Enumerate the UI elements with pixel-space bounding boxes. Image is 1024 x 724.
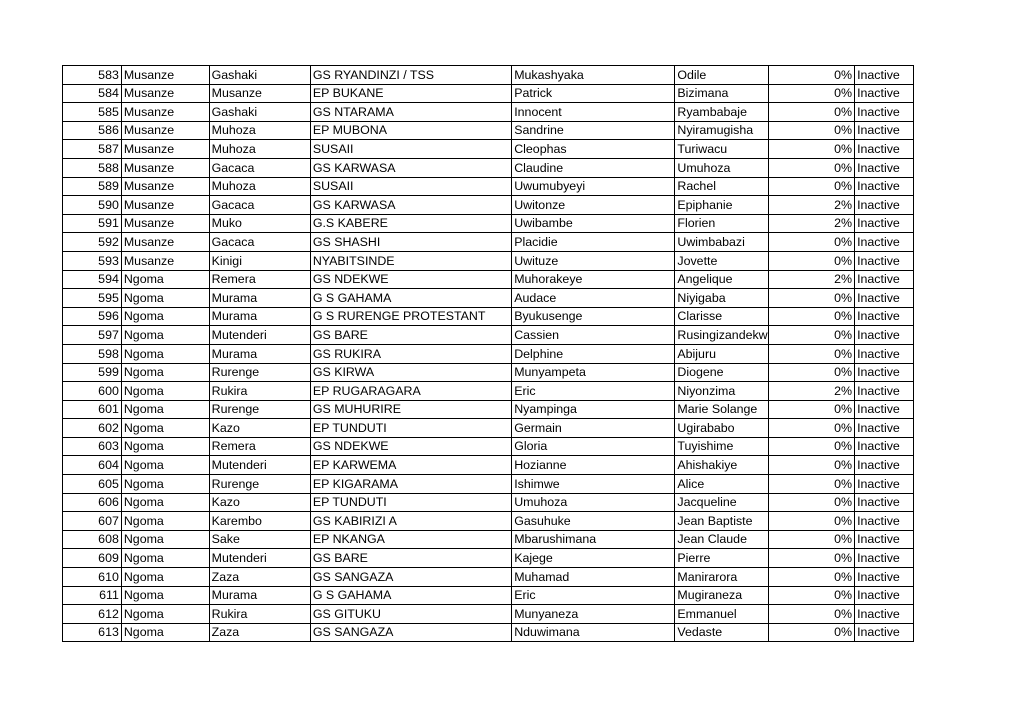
first-name-cell: Gloria: [512, 437, 675, 456]
last-name-cell: Abijuru: [675, 344, 769, 363]
percent-cell: 2%: [769, 382, 855, 401]
sector-cell: Murama: [209, 289, 310, 308]
school-cell: GS NTARAMA: [310, 103, 511, 122]
first-name-cell: Gasuhuke: [512, 512, 675, 531]
status-cell: Inactive: [855, 400, 914, 419]
first-name-cell: Uwumubyeyi: [512, 177, 675, 196]
status-cell: Inactive: [855, 493, 914, 512]
sector-cell: Mutenderi: [209, 326, 310, 345]
table-row: [63, 289, 914, 308]
percent-cell: 0%: [769, 84, 855, 103]
district-cell: Ngoma: [121, 623, 209, 642]
sector-cell: Murama: [209, 586, 310, 605]
status-cell: Inactive: [855, 382, 914, 401]
row-number-cell: 590: [63, 196, 122, 215]
row-number-cell: 593: [63, 251, 122, 270]
school-cell: EP KIGARAMA: [310, 475, 511, 494]
school-cell: SUSAII: [310, 140, 511, 159]
table-row: [63, 623, 914, 642]
district-cell: Ngoma: [121, 382, 209, 401]
last-name-cell: Jacqueline: [675, 493, 769, 512]
row-number-cell: 587: [63, 140, 122, 159]
row-number-cell: 608: [63, 530, 122, 549]
district-cell: Ngoma: [121, 475, 209, 494]
school-cell: EP TUNDUTI: [310, 493, 511, 512]
status-cell: Inactive: [855, 530, 914, 549]
first-name-cell: Muhorakeye: [512, 270, 675, 289]
first-name-cell: Sandrine: [512, 121, 675, 140]
first-name-cell: Eric: [512, 382, 675, 401]
row-number-cell: 592: [63, 233, 122, 252]
sector-cell: Murama: [209, 307, 310, 326]
status-cell: Inactive: [855, 251, 914, 270]
status-cell: Inactive: [855, 605, 914, 624]
row-number-cell: 610: [63, 568, 122, 587]
first-name-cell: Placidie: [512, 233, 675, 252]
table-row: [63, 530, 914, 549]
sector-cell: Murama: [209, 344, 310, 363]
sector-cell: Mutenderi: [209, 456, 310, 475]
table-row: [63, 270, 914, 289]
last-name-cell: Manirarora: [675, 568, 769, 587]
district-cell: Ngoma: [121, 307, 209, 326]
row-number-cell: 585: [63, 103, 122, 122]
last-name-cell: Niyigaba: [675, 289, 769, 308]
table-row: [63, 568, 914, 587]
table-row: [63, 512, 914, 531]
district-cell: Musanze: [121, 177, 209, 196]
table-row: [63, 66, 914, 85]
percent-cell: 0%: [769, 307, 855, 326]
school-cell: GS NDEKWE: [310, 437, 511, 456]
row-number-cell: 591: [63, 214, 122, 233]
first-name-cell: Uwituze: [512, 251, 675, 270]
sector-cell: Rurenge: [209, 475, 310, 494]
last-name-cell: Epiphanie: [675, 196, 769, 215]
sector-cell: Muhoza: [209, 121, 310, 140]
first-name-cell: Mbarushimana: [512, 530, 675, 549]
sector-cell: Gacaca: [209, 233, 310, 252]
percent-cell: 0%: [769, 121, 855, 140]
sector-cell: Gacaca: [209, 158, 310, 177]
sector-cell: Muhoza: [209, 140, 310, 159]
district-cell: Musanze: [121, 251, 209, 270]
row-number-cell: 606: [63, 493, 122, 512]
district-cell: Musanze: [121, 214, 209, 233]
sector-cell: Rurenge: [209, 400, 310, 419]
first-name-cell: Mukashyaka: [512, 66, 675, 85]
status-cell: Inactive: [855, 214, 914, 233]
table-row: [63, 140, 914, 159]
first-name-cell: Hozianne: [512, 456, 675, 475]
table-row: [63, 419, 914, 438]
last-name-cell: Turiwacu: [675, 140, 769, 159]
row-number-cell: 588: [63, 158, 122, 177]
district-cell: Ngoma: [121, 512, 209, 531]
percent-cell: 0%: [769, 140, 855, 159]
first-name-cell: Byukusenge: [512, 307, 675, 326]
percent-cell: 2%: [769, 196, 855, 215]
last-name-cell: Diogene: [675, 363, 769, 382]
table-row: [63, 121, 914, 140]
row-number-cell: 604: [63, 456, 122, 475]
status-cell: Inactive: [855, 623, 914, 642]
status-cell: Inactive: [855, 437, 914, 456]
status-cell: Inactive: [855, 419, 914, 438]
percent-cell: 0%: [769, 586, 855, 605]
percent-cell: 0%: [769, 419, 855, 438]
last-name-cell: Mugiraneza: [675, 586, 769, 605]
last-name-cell: Jean Claude: [675, 530, 769, 549]
row-number-cell: 603: [63, 437, 122, 456]
first-name-cell: Kajege: [512, 549, 675, 568]
last-name-cell: Rachel: [675, 177, 769, 196]
percent-cell: 0%: [769, 233, 855, 252]
sector-cell: Kazo: [209, 493, 310, 512]
first-name-cell: Ishimwe: [512, 475, 675, 494]
sector-cell: Musanze: [209, 84, 310, 103]
row-number-cell: 613: [63, 623, 122, 642]
district-cell: Ngoma: [121, 456, 209, 475]
first-name-cell: Claudine: [512, 158, 675, 177]
school-cell: GS RUKIRA: [310, 344, 511, 363]
sector-cell: Zaza: [209, 623, 310, 642]
first-name-cell: Munyampeta: [512, 363, 675, 382]
percent-cell: 0%: [769, 512, 855, 531]
last-name-cell: Ryambabaje: [675, 103, 769, 122]
last-name-cell: Florien: [675, 214, 769, 233]
table-row: [63, 307, 914, 326]
school-cell: GS KARWASA: [310, 158, 511, 177]
school-cell: GS KARWASA: [310, 196, 511, 215]
sector-cell: Remera: [209, 270, 310, 289]
last-name-cell: Ahishakiye: [675, 456, 769, 475]
sector-cell: Kinigi: [209, 251, 310, 270]
first-name-cell: Munyaneza: [512, 605, 675, 624]
status-cell: Inactive: [855, 121, 914, 140]
last-name-cell: Vedaste: [675, 623, 769, 642]
sector-cell: Kazo: [209, 419, 310, 438]
sector-cell: Gacaca: [209, 196, 310, 215]
status-cell: Inactive: [855, 140, 914, 159]
table-row: [63, 586, 914, 605]
sector-cell: Muko: [209, 214, 310, 233]
first-name-cell: Nduwimana: [512, 623, 675, 642]
school-cell: G S RURENGE PROTESTANT: [310, 307, 511, 326]
row-number-cell: 583: [63, 66, 122, 85]
percent-cell: 0%: [769, 475, 855, 494]
last-name-cell: Marie Solange: [675, 400, 769, 419]
row-number-cell: 584: [63, 84, 122, 103]
data-table: [62, 65, 914, 642]
last-name-cell: Ugirababo: [675, 419, 769, 438]
last-name-cell: Niyonzima: [675, 382, 769, 401]
last-name-cell: Rusingizandekw: [675, 326, 769, 345]
status-cell: Inactive: [855, 512, 914, 531]
table-row: [63, 233, 914, 252]
table-row: [63, 475, 914, 494]
district-cell: Ngoma: [121, 326, 209, 345]
sector-cell: Rukira: [209, 382, 310, 401]
percent-cell: 0%: [769, 344, 855, 363]
percent-cell: 0%: [769, 493, 855, 512]
status-cell: Inactive: [855, 270, 914, 289]
row-number-cell: 611: [63, 586, 122, 605]
table-row: [63, 382, 914, 401]
sector-cell: Remera: [209, 437, 310, 456]
percent-cell: 0%: [769, 103, 855, 122]
first-name-cell: Uwibambe: [512, 214, 675, 233]
percent-cell: 0%: [769, 530, 855, 549]
percent-cell: 0%: [769, 437, 855, 456]
last-name-cell: Bizimana: [675, 84, 769, 103]
school-cell: GS NDEKWE: [310, 270, 511, 289]
last-name-cell: Pierre: [675, 549, 769, 568]
percent-cell: 0%: [769, 400, 855, 419]
percent-cell: 0%: [769, 158, 855, 177]
district-cell: Musanze: [121, 196, 209, 215]
row-number-cell: 596: [63, 307, 122, 326]
first-name-cell: Cassien: [512, 326, 675, 345]
district-cell: Ngoma: [121, 605, 209, 624]
sector-cell: Rukira: [209, 605, 310, 624]
first-name-cell: Uwitonze: [512, 196, 675, 215]
school-cell: GS RYANDINZI / TSS: [310, 66, 511, 85]
last-name-cell: Emmanuel: [675, 605, 769, 624]
district-cell: Musanze: [121, 103, 209, 122]
school-cell: GS SANGAZA: [310, 568, 511, 587]
sector-cell: Rurenge: [209, 363, 310, 382]
percent-cell: 2%: [769, 270, 855, 289]
status-cell: Inactive: [855, 196, 914, 215]
district-cell: Ngoma: [121, 437, 209, 456]
row-number-cell: 586: [63, 121, 122, 140]
table-row: [63, 456, 914, 475]
school-cell: EP MUBONA: [310, 121, 511, 140]
district-cell: Ngoma: [121, 530, 209, 549]
row-number-cell: 602: [63, 419, 122, 438]
district-cell: Musanze: [121, 158, 209, 177]
row-number-cell: 600: [63, 382, 122, 401]
percent-cell: 0%: [769, 66, 855, 85]
last-name-cell: Umuhoza: [675, 158, 769, 177]
sector-cell: Gashaki: [209, 103, 310, 122]
status-cell: Inactive: [855, 233, 914, 252]
percent-cell: 0%: [769, 568, 855, 587]
row-number-cell: 607: [63, 512, 122, 531]
first-name-cell: Patrick: [512, 84, 675, 103]
district-cell: Ngoma: [121, 289, 209, 308]
last-name-cell: Alice: [675, 475, 769, 494]
district-cell: Ngoma: [121, 344, 209, 363]
percent-cell: 0%: [769, 605, 855, 624]
school-cell: GS BARE: [310, 549, 511, 568]
last-name-cell: Jovette: [675, 251, 769, 270]
table-row: [63, 605, 914, 624]
sector-cell: Zaza: [209, 568, 310, 587]
district-cell: Musanze: [121, 233, 209, 252]
row-number-cell: 598: [63, 344, 122, 363]
status-cell: Inactive: [855, 475, 914, 494]
table-body: [63, 66, 914, 642]
row-number-cell: 595: [63, 289, 122, 308]
district-cell: Ngoma: [121, 400, 209, 419]
table-row: [63, 84, 914, 103]
row-number-cell: 601: [63, 400, 122, 419]
school-cell: GS KIRWA: [310, 363, 511, 382]
school-cell: GS KABIRIZI A: [310, 512, 511, 531]
district-cell: Ngoma: [121, 270, 209, 289]
school-cell: GS SHASHI: [310, 233, 511, 252]
table-row: [63, 196, 914, 215]
school-cell: G S GAHAMA: [310, 289, 511, 308]
district-cell: Ngoma: [121, 586, 209, 605]
last-name-cell: Uwimbabazi: [675, 233, 769, 252]
school-cell: NYABITSINDE: [310, 251, 511, 270]
first-name-cell: Nyampinga: [512, 400, 675, 419]
table-row: [63, 363, 914, 382]
status-cell: Inactive: [855, 326, 914, 345]
table-row: [63, 103, 914, 122]
district-cell: Ngoma: [121, 568, 209, 587]
district-cell: Ngoma: [121, 363, 209, 382]
status-cell: Inactive: [855, 177, 914, 196]
percent-cell: 0%: [769, 326, 855, 345]
percent-cell: 0%: [769, 549, 855, 568]
school-cell: GS SANGAZA: [310, 623, 511, 642]
status-cell: Inactive: [855, 363, 914, 382]
district-cell: Musanze: [121, 140, 209, 159]
table-row: [63, 549, 914, 568]
percent-cell: 0%: [769, 177, 855, 196]
percent-cell: 2%: [769, 214, 855, 233]
first-name-cell: Germain: [512, 419, 675, 438]
status-cell: Inactive: [855, 289, 914, 308]
last-name-cell: Jean Baptiste: [675, 512, 769, 531]
row-number-cell: 599: [63, 363, 122, 382]
percent-cell: 0%: [769, 456, 855, 475]
percent-cell: 0%: [769, 251, 855, 270]
school-cell: EP RUGARAGARA: [310, 382, 511, 401]
table-row: [63, 344, 914, 363]
status-cell: Inactive: [855, 586, 914, 605]
last-name-cell: Odile: [675, 66, 769, 85]
table-row: [63, 158, 914, 177]
school-cell: G.S KABERE: [310, 214, 511, 233]
percent-cell: 0%: [769, 289, 855, 308]
first-name-cell: Innocent: [512, 103, 675, 122]
status-cell: Inactive: [855, 344, 914, 363]
first-name-cell: Umuhoza: [512, 493, 675, 512]
row-number-cell: 605: [63, 475, 122, 494]
status-cell: Inactive: [855, 549, 914, 568]
district-cell: Ngoma: [121, 549, 209, 568]
status-cell: Inactive: [855, 456, 914, 475]
first-name-cell: Delphine: [512, 344, 675, 363]
row-number-cell: 589: [63, 177, 122, 196]
first-name-cell: Audace: [512, 289, 675, 308]
status-cell: Inactive: [855, 103, 914, 122]
school-cell: GS MUHURIRE: [310, 400, 511, 419]
last-name-cell: Clarisse: [675, 307, 769, 326]
school-cell: SUSAII: [310, 177, 511, 196]
table-row: [63, 493, 914, 512]
table-row: [63, 437, 914, 456]
last-name-cell: Nyiramugisha: [675, 121, 769, 140]
table-row: [63, 251, 914, 270]
sector-cell: Gashaki: [209, 66, 310, 85]
sector-cell: Karembo: [209, 512, 310, 531]
row-number-cell: 609: [63, 549, 122, 568]
table-row: [63, 177, 914, 196]
district-cell: Ngoma: [121, 419, 209, 438]
row-number-cell: 594: [63, 270, 122, 289]
status-cell: Inactive: [855, 158, 914, 177]
table-row: [63, 214, 914, 233]
status-cell: Inactive: [855, 84, 914, 103]
school-cell: GS BARE: [310, 326, 511, 345]
district-cell: Musanze: [121, 121, 209, 140]
sector-cell: Sake: [209, 530, 310, 549]
school-cell: EP BUKANE: [310, 84, 511, 103]
last-name-cell: Tuyishime: [675, 437, 769, 456]
first-name-cell: Muhamad: [512, 568, 675, 587]
status-cell: Inactive: [855, 66, 914, 85]
school-cell: EP TUNDUTI: [310, 419, 511, 438]
first-name-cell: Eric: [512, 586, 675, 605]
school-cell: GS GITUKU: [310, 605, 511, 624]
row-number-cell: 612: [63, 605, 122, 624]
status-cell: Inactive: [855, 568, 914, 587]
table-row: [63, 326, 914, 345]
district-cell: Musanze: [121, 66, 209, 85]
table-row: [63, 400, 914, 419]
school-cell: EP KARWEMA: [310, 456, 511, 475]
sector-cell: Muhoza: [209, 177, 310, 196]
first-name-cell: Cleophas: [512, 140, 675, 159]
school-cell: EP NKANGA: [310, 530, 511, 549]
percent-cell: 0%: [769, 623, 855, 642]
percent-cell: 0%: [769, 363, 855, 382]
row-number-cell: 597: [63, 326, 122, 345]
last-name-cell: Angelique: [675, 270, 769, 289]
status-cell: Inactive: [855, 307, 914, 326]
district-cell: Musanze: [121, 84, 209, 103]
district-cell: Ngoma: [121, 493, 209, 512]
sector-cell: Mutenderi: [209, 549, 310, 568]
school-cell: G S GAHAMA: [310, 586, 511, 605]
